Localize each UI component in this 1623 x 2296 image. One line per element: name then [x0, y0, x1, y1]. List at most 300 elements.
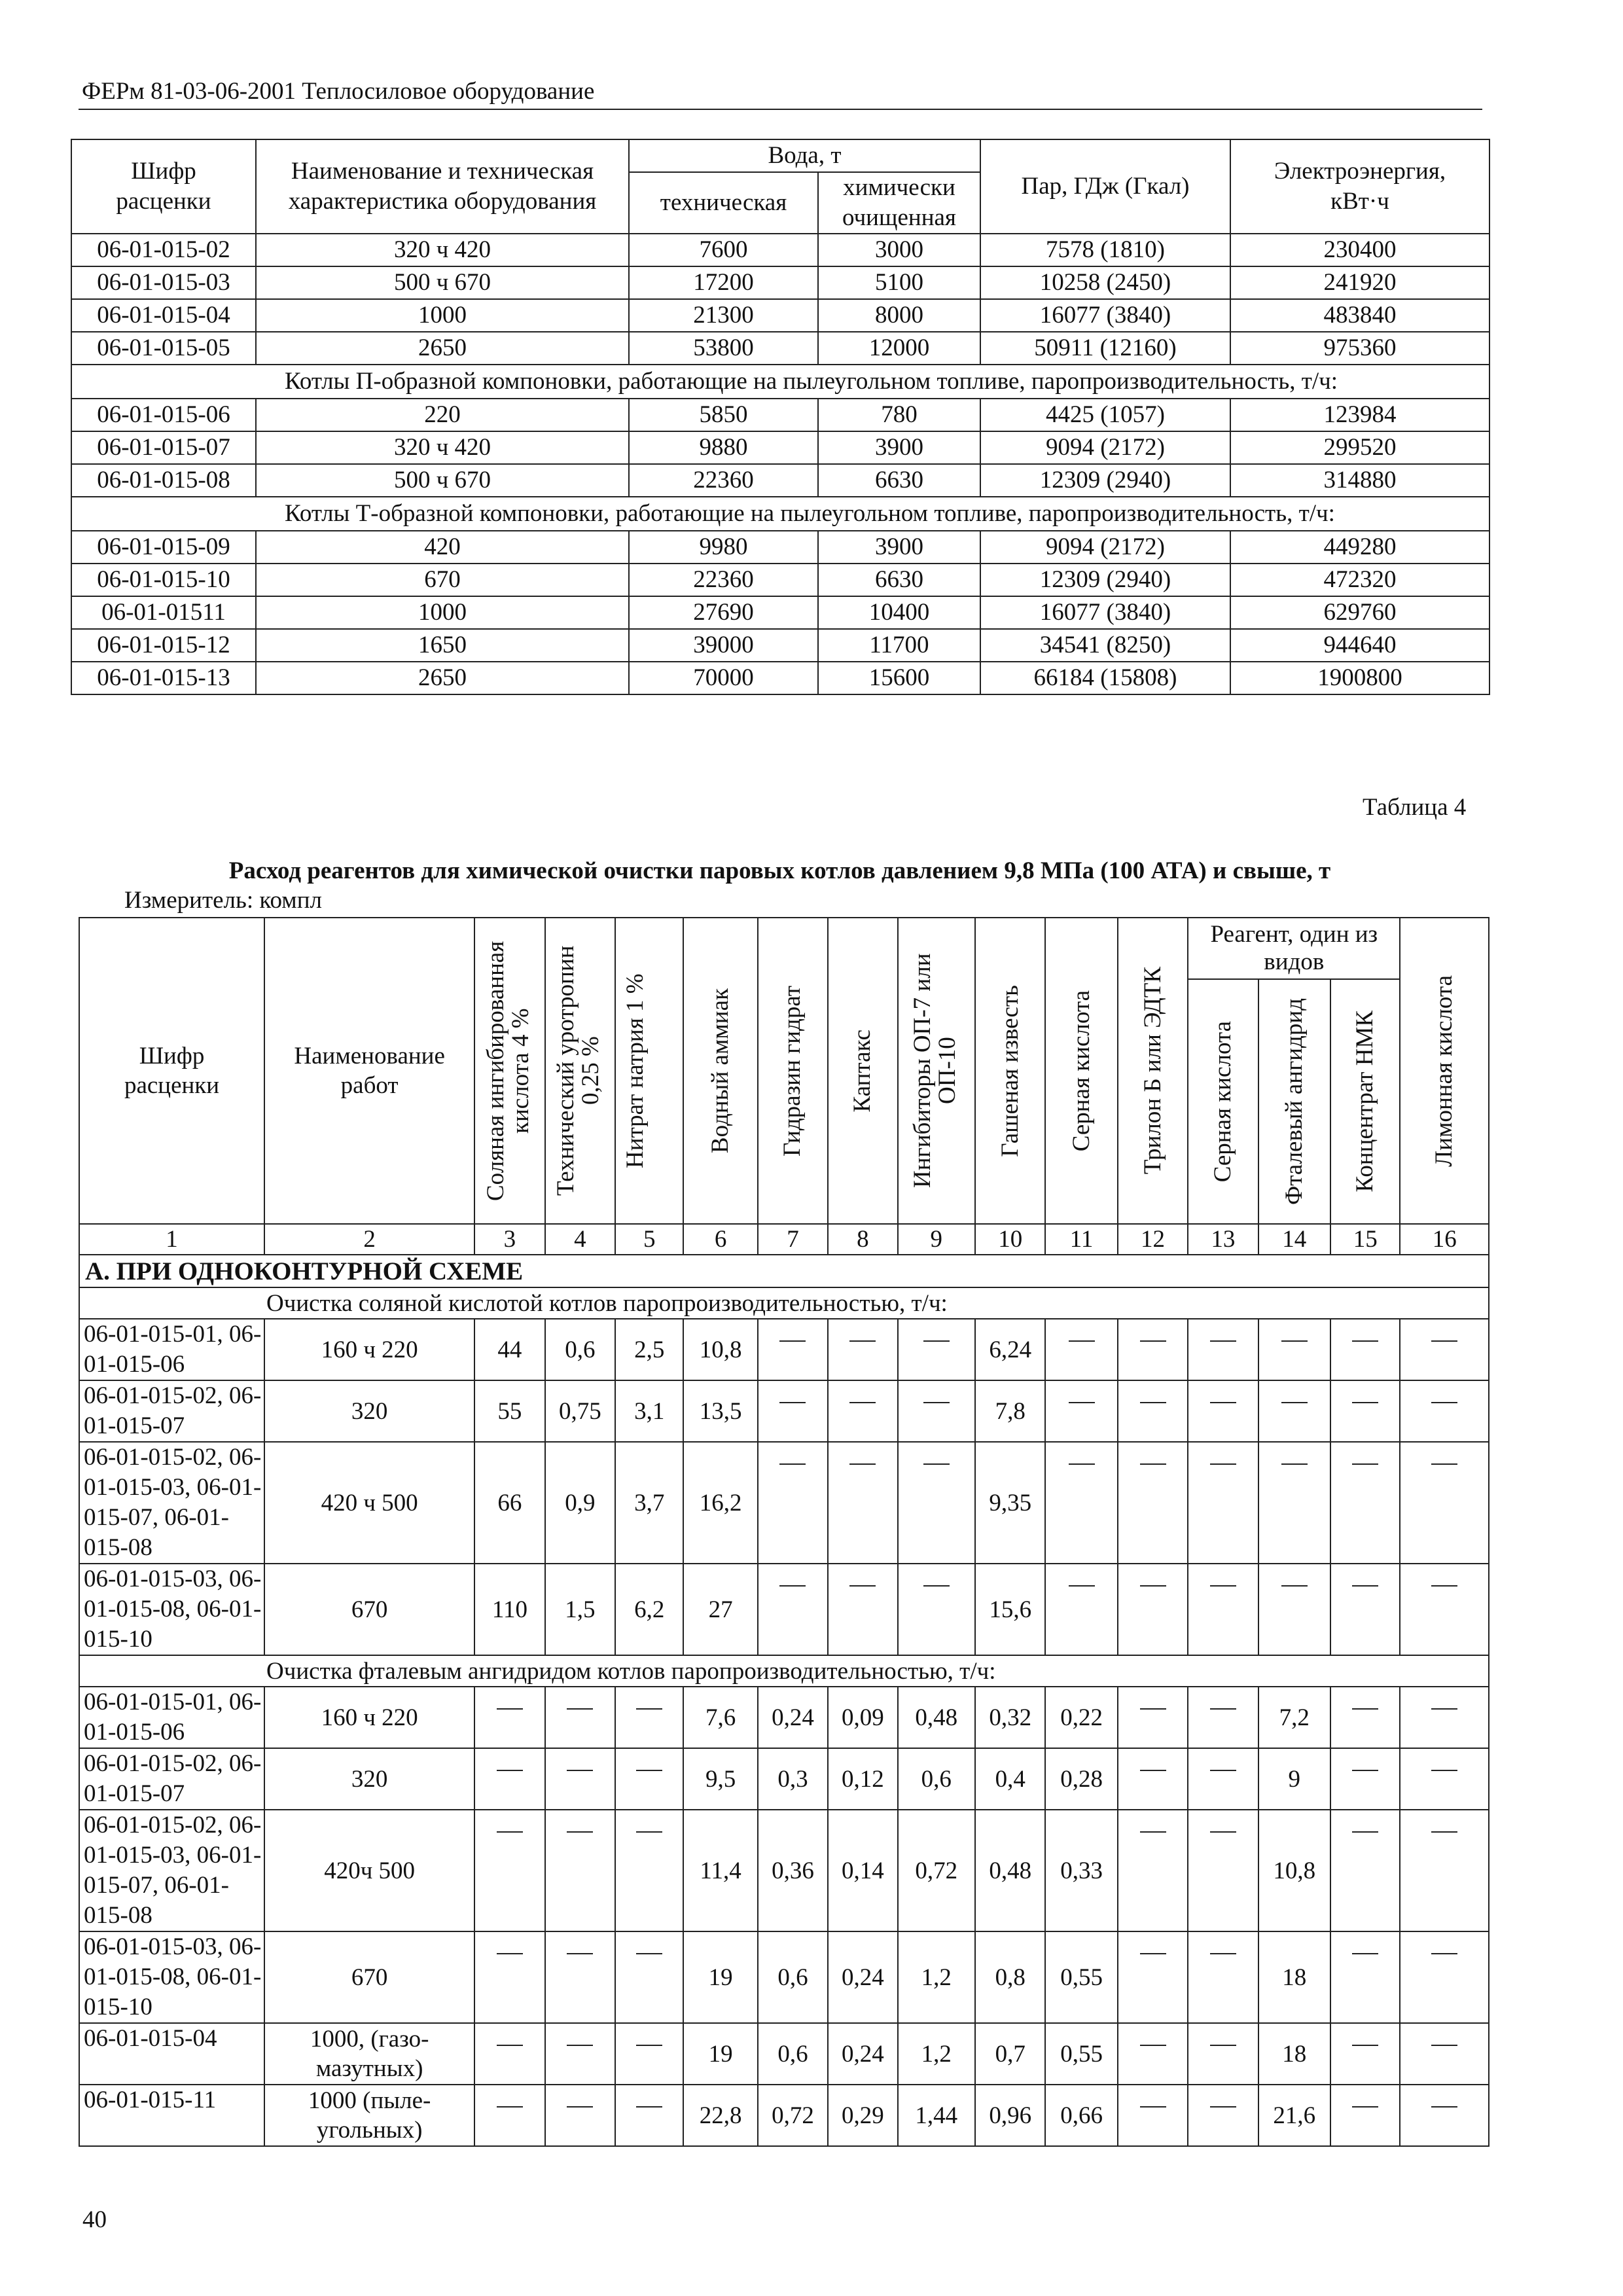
col-header-water-tech: техническая — [629, 172, 818, 234]
dash-mark — [1431, 1953, 1457, 1954]
col-header-power: Электроэнергия, кВт·ч — [1230, 139, 1489, 234]
dash-mark — [923, 1585, 950, 1587]
value-cell-c4 — [545, 1810, 615, 1931]
dash-mark — [779, 1585, 806, 1587]
value-cell-c11: 0,55 — [1045, 1931, 1117, 2023]
table-cell: 230400 — [1230, 234, 1489, 266]
value-cell-c3: 55 — [474, 1380, 544, 1442]
value-cell-c8: 0,12 — [828, 1748, 897, 1810]
dash-mark — [1352, 1463, 1378, 1465]
value-cell-c15 — [1330, 1564, 1400, 1655]
value-cell-c6: 9,5 — [683, 1748, 757, 1810]
table-cell: 3900 — [818, 431, 980, 464]
table-cell: 1000 — [256, 299, 629, 332]
table-cell: 5850 — [629, 399, 818, 431]
value-cell-c12 — [1118, 1380, 1188, 1442]
value-cell-c10: 0,48 — [975, 1810, 1045, 1931]
value-cell-c7: 0,6 — [758, 1931, 828, 2023]
table-cell: 06-01-015-08 — [71, 464, 256, 497]
table-cell: 53800 — [629, 332, 818, 365]
table-cell: 27690 — [629, 596, 818, 629]
subsection-hcl: Очистка соляной кислотой котлов паропроизводительностью, т/ч: — [79, 1287, 1489, 1319]
value-cell-c14 — [1258, 1380, 1330, 1442]
works-cell: 160 ч 220 — [264, 1687, 474, 1748]
works-cell: 1000 (пыле-угольных) — [264, 2085, 474, 2146]
dash-mark — [1352, 1708, 1378, 1710]
table-row — [71, 234, 1489, 266]
value-cell-c10: 15,6 — [975, 1564, 1045, 1655]
table-cell: 241920 — [1230, 266, 1489, 299]
value-cell-c3: 44 — [474, 1319, 544, 1380]
table1-group-p — [71, 399, 1489, 497]
value-cell-c8: 0,29 — [828, 2085, 897, 2146]
dash-mark — [1140, 1770, 1166, 1771]
dash-mark — [1281, 1340, 1308, 1342]
table-cell: 2650 — [256, 662, 629, 694]
table-cell: 22360 — [629, 564, 818, 596]
table-cell: 06-01-015-05 — [71, 332, 256, 365]
dash-mark — [923, 1463, 950, 1465]
column-number: 10 — [975, 1224, 1045, 1255]
value-cell-c9: 0,48 — [898, 1687, 975, 1748]
table-title: Расход реагентов для химической очистки паровых котлов давлением 9,8 МПа (100 АТА) и свыше, т — [228, 857, 1331, 884]
table-row — [79, 1931, 1489, 2023]
value-cell-c15 — [1330, 1380, 1400, 1442]
table-cell: 420 — [256, 531, 629, 564]
col-header-c16: Лимонная кислота — [1400, 918, 1489, 1224]
dash-mark — [1352, 2106, 1378, 2108]
value-cell-c4: 0,75 — [545, 1380, 615, 1442]
value-cell-c12 — [1118, 2085, 1188, 2146]
value-cell-c10: 9,35 — [975, 1442, 1045, 1564]
value-cell-c15 — [1330, 2085, 1400, 2146]
value-cell-c16 — [1400, 1748, 1489, 1810]
dash-mark — [1431, 2045, 1457, 2046]
dash-mark — [567, 1831, 593, 1833]
value-cell-c13 — [1188, 2023, 1258, 2085]
value-cell-c6: 19 — [683, 2023, 757, 2085]
table-cell: 780 — [818, 399, 980, 431]
table-row — [71, 662, 1489, 694]
value-cell-c7 — [758, 1564, 828, 1655]
value-cell-c15 — [1330, 2023, 1400, 2085]
col-header-c5: Нитрат натрия 1 % — [615, 918, 683, 1224]
value-cell-c14: 10,8 — [1258, 1810, 1330, 1931]
value-cell-c7 — [758, 1442, 828, 1564]
value-cell-c3: 110 — [474, 1564, 544, 1655]
dash-mark — [497, 1708, 523, 1710]
table-cell: 320 ч 420 — [256, 234, 629, 266]
table1-section-t: Котлы Т-образной компоновки, работающие на пылеугольном топливе, паропроизводительность, т/ч: — [71, 497, 1489, 531]
col-header-reagent-group: Реагент, один из видов — [1188, 918, 1400, 979]
dash-mark — [1140, 1585, 1166, 1587]
column-number: 13 — [1188, 1224, 1258, 1255]
page-number: 40 — [82, 2206, 107, 2233]
running-header: ФЕРм 81-03-06-2001 Теплосиловое оборудование — [82, 78, 595, 105]
column-number: 1 — [79, 1224, 264, 1255]
dash-mark — [779, 1340, 806, 1342]
subsection-phthalic: Очистка фталевым ангидридом котлов паропроизводительностью, т/ч: — [79, 1655, 1489, 1687]
value-cell-c5 — [615, 2023, 683, 2085]
table-row — [71, 299, 1489, 332]
value-cell-c3 — [474, 1810, 544, 1931]
value-cell-c10: 7,8 — [975, 1380, 1045, 1442]
hcl-cleaning-rows — [79, 1319, 1489, 1655]
value-cell-c9: 1,44 — [898, 2085, 975, 2146]
value-cell-c16 — [1400, 1810, 1489, 1931]
col-header-c15: Концентрат НМК — [1330, 979, 1400, 1224]
table-cell: 3000 — [818, 234, 980, 266]
value-cell-c11 — [1045, 1442, 1117, 1564]
code-cell: 06-01-015-02, 06-01-015-03, 06-01-015-07, 06-01-015-08 — [79, 1810, 264, 1931]
value-cell-c10: 0,7 — [975, 2023, 1045, 2085]
dash-mark — [849, 1463, 876, 1465]
value-cell-c8 — [828, 1319, 897, 1380]
dash-mark — [1140, 2106, 1166, 2108]
dash-mark — [1140, 1831, 1166, 1833]
value-cell-c13 — [1188, 1442, 1258, 1564]
dash-mark — [1140, 1340, 1166, 1342]
code-cell: 06-01-015-02, 06-01-015-07 — [79, 1380, 264, 1442]
table-cell: 06-01-015-03 — [71, 266, 256, 299]
value-cell-c14 — [1258, 1564, 1330, 1655]
table-cell: 320 ч 420 — [256, 431, 629, 464]
value-cell-c9 — [898, 1442, 975, 1564]
col-header-c14: Фталевый ангидрид — [1258, 979, 1330, 1224]
value-cell-c9 — [898, 1319, 975, 1380]
code-cell: 06-01-015-02, 06-01-015-03, 06-01-015-07, 06-01-015-08 — [79, 1442, 264, 1564]
table-cell: 2650 — [256, 332, 629, 365]
value-cell-c10: 0,32 — [975, 1687, 1045, 1748]
value-cell-c3 — [474, 2023, 544, 2085]
value-cell-c16 — [1400, 2085, 1489, 2146]
dash-mark — [1210, 1463, 1236, 1465]
code-cell: 06-01-015-01, 06-01-015-06 — [79, 1687, 264, 1748]
table-cell: 15600 — [818, 662, 980, 694]
value-cell-c6: 27 — [683, 1564, 757, 1655]
dash-mark — [636, 1953, 662, 1954]
value-cell-c13 — [1188, 1687, 1258, 1748]
value-cell-c9: 0,72 — [898, 1810, 975, 1931]
value-cell-c4: 1,5 — [545, 1564, 615, 1655]
dash-mark — [1281, 1402, 1308, 1403]
value-cell-c8 — [828, 1442, 897, 1564]
col-header-c12: Трилон Б или ЭДТК — [1118, 918, 1188, 1224]
works-cell: 1000, (газо-мазутных) — [264, 2023, 474, 2085]
dash-mark — [1140, 2045, 1166, 2046]
dash-mark — [1140, 1463, 1166, 1465]
dash-mark — [567, 1708, 593, 1710]
dash-mark — [567, 2106, 593, 2108]
dash-mark — [1352, 2045, 1378, 2046]
dash-mark — [849, 1340, 876, 1342]
dash-mark — [849, 1402, 876, 1403]
value-cell-c15 — [1330, 1810, 1400, 1931]
value-cell-c9 — [898, 1380, 975, 1442]
code-cell: 06-01-015-03, 06-01-015-08, 06-01-015-10 — [79, 1564, 264, 1655]
value-cell-c13 — [1188, 2085, 1258, 2146]
table-cell: 06-01-015-09 — [71, 531, 256, 564]
table-cell: 944640 — [1230, 629, 1489, 662]
table-cell: 06-01-015-06 — [71, 399, 256, 431]
value-cell-c8: 0,24 — [828, 2023, 897, 2085]
table-cell: 3900 — [818, 531, 980, 564]
value-cell-c7: 0,6 — [758, 2023, 828, 2085]
dash-mark — [1352, 1770, 1378, 1771]
value-cell-c4: 0,9 — [545, 1442, 615, 1564]
table-row — [71, 464, 1489, 497]
code-cell: 06-01-015-03, 06-01-015-08, 06-01-015-10 — [79, 1931, 264, 2023]
dash-mark — [1210, 2045, 1236, 2046]
col-header-c3: Соляная ингибированная кислота 4 % — [474, 918, 544, 1224]
value-cell-c15 — [1330, 1687, 1400, 1748]
section-a-title: А. ПРИ ОДНОКОНТУРНОЙ СХЕМЕ — [79, 1255, 1489, 1287]
value-cell-c11 — [1045, 1319, 1117, 1380]
table-cell: 12000 — [818, 332, 980, 365]
dash-mark — [1210, 1585, 1236, 1587]
table1-group-a — [71, 234, 1489, 365]
table-cell: 6630 — [818, 464, 980, 497]
works-cell: 320 — [264, 1380, 474, 1442]
value-cell-c5 — [615, 2085, 683, 2146]
column-number: 11 — [1045, 1224, 1117, 1255]
table-cell: 12309 (2940) — [980, 564, 1230, 596]
dash-mark — [1431, 1770, 1457, 1771]
table-row — [79, 1380, 1489, 1442]
dash-mark — [636, 2106, 662, 2108]
value-cell-c13 — [1188, 1931, 1258, 2023]
table-cell: 16077 (3840) — [980, 596, 1230, 629]
dash-mark — [1069, 1402, 1095, 1403]
column-number: 4 — [545, 1224, 615, 1255]
dash-mark — [497, 2106, 523, 2108]
value-cell-c12 — [1118, 1931, 1188, 2023]
dash-mark — [1210, 1708, 1236, 1710]
works-cell: 670 — [264, 1931, 474, 2023]
dash-mark — [1431, 1463, 1457, 1465]
value-cell-c9 — [898, 1564, 975, 1655]
dash-mark — [636, 2045, 662, 2046]
dash-mark — [636, 1770, 662, 1771]
value-cell-c10: 6,24 — [975, 1319, 1045, 1380]
value-cell-c12 — [1118, 1687, 1188, 1748]
table-cell: 9880 — [629, 431, 818, 464]
dash-mark — [567, 1770, 593, 1771]
dash-mark — [1069, 1340, 1095, 1342]
value-cell-c15 — [1330, 1931, 1400, 2023]
equipment-resources-table — [71, 139, 1490, 695]
value-cell-c4 — [545, 1931, 615, 2023]
table-cell: 1000 — [256, 596, 629, 629]
value-cell-c3 — [474, 1931, 544, 2023]
col-header-c7: Гидразин гидрат — [758, 918, 828, 1224]
value-cell-c11: 0,22 — [1045, 1687, 1117, 1748]
value-cell-c10: 0,8 — [975, 1931, 1045, 2023]
dash-mark — [497, 1770, 523, 1771]
table-cell: 483840 — [1230, 299, 1489, 332]
value-cell-c10: 0,96 — [975, 2085, 1045, 2146]
value-cell-c8: 0,14 — [828, 1810, 897, 1931]
table-cell: 10400 — [818, 596, 980, 629]
value-cell-c14 — [1258, 1319, 1330, 1380]
value-cell-c12 — [1118, 2023, 1188, 2085]
value-cell-c16 — [1400, 1687, 1489, 1748]
value-cell-c5 — [615, 1810, 683, 1931]
reagents-table — [79, 917, 1489, 2147]
value-cell-c13 — [1188, 1748, 1258, 1810]
dash-mark — [1210, 1831, 1236, 1833]
value-cell-c14: 18 — [1258, 1931, 1330, 2023]
value-cell-c16 — [1400, 1380, 1489, 1442]
table-cell: 472320 — [1230, 564, 1489, 596]
value-cell-c5 — [615, 1931, 683, 2023]
value-cell-c5: 3,7 — [615, 1442, 683, 1564]
value-cell-c9: 0,6 — [898, 1748, 975, 1810]
col-header-steam: Пар, ГДж (Гкал) — [980, 139, 1230, 234]
value-cell-c5 — [615, 1687, 683, 1748]
col-header-c11: Серная кислота — [1045, 918, 1117, 1224]
dash-mark — [1352, 1585, 1378, 1587]
value-cell-c5: 2,5 — [615, 1319, 683, 1380]
table-row — [79, 1442, 1489, 1564]
column-number: 5 — [615, 1224, 683, 1255]
value-cell-c6: 22,8 — [683, 2085, 757, 2146]
table-row — [71, 332, 1489, 365]
value-cell-c12 — [1118, 1564, 1188, 1655]
value-cell-c14: 21,6 — [1258, 2085, 1330, 2146]
table-cell: 500 ч 670 — [256, 464, 629, 497]
column-number: 8 — [828, 1224, 897, 1255]
code-cell: 06-01-015-11 — [79, 2085, 264, 2146]
value-cell-c16 — [1400, 1319, 1489, 1380]
table-unit: Измеритель: компл — [124, 887, 322, 914]
value-cell-c7: 0,24 — [758, 1687, 828, 1748]
value-cell-c12 — [1118, 1442, 1188, 1564]
value-cell-c13 — [1188, 1810, 1258, 1931]
value-cell-c5: 3,1 — [615, 1380, 683, 1442]
value-cell-c11: 0,66 — [1045, 2085, 1117, 2146]
table-cell: 220 — [256, 399, 629, 431]
col-header-water: Вода, т — [629, 139, 980, 172]
table-cell: 22360 — [629, 464, 818, 497]
column-number: 7 — [758, 1224, 828, 1255]
column-numbers-row — [79, 1224, 1489, 1255]
works-cell: 160 ч 220 — [264, 1319, 474, 1380]
value-cell-c4: 0,6 — [545, 1319, 615, 1380]
phthalic-cleaning-rows — [79, 1687, 1489, 2146]
table-cell: 12309 (2940) — [980, 464, 1230, 497]
value-cell-c3: 66 — [474, 1442, 544, 1564]
value-cell-c11: 0,28 — [1045, 1748, 1117, 1810]
table-cell: 6630 — [818, 564, 980, 596]
table-cell: 70000 — [629, 662, 818, 694]
value-cell-c11 — [1045, 1380, 1117, 1442]
table-cell: 11700 — [818, 629, 980, 662]
dash-mark — [1069, 1585, 1095, 1587]
dash-mark — [1210, 1953, 1236, 1954]
table-cell: 16077 (3840) — [980, 299, 1230, 332]
dash-mark — [497, 1831, 523, 1833]
value-cell-c8: 0,24 — [828, 1931, 897, 2023]
value-cell-c14 — [1258, 1442, 1330, 1564]
value-cell-c14: 18 — [1258, 2023, 1330, 2085]
value-cell-c15 — [1330, 1319, 1400, 1380]
works-cell: 320 — [264, 1748, 474, 1810]
table-cell: 9094 (2172) — [980, 431, 1230, 464]
table-cell: 7600 — [629, 234, 818, 266]
value-cell-c12 — [1118, 1319, 1188, 1380]
value-cell-c16 — [1400, 2023, 1489, 2085]
value-cell-c5: 6,2 — [615, 1564, 683, 1655]
value-cell-c3 — [474, 2085, 544, 2146]
column-number: 3 — [474, 1224, 544, 1255]
table-cell: 21300 — [629, 299, 818, 332]
dash-mark — [779, 1402, 806, 1403]
dash-mark — [779, 1463, 806, 1465]
dash-mark — [1210, 1402, 1236, 1403]
value-cell-c12 — [1118, 1748, 1188, 1810]
table-cell: 975360 — [1230, 332, 1489, 365]
value-cell-c3 — [474, 1748, 544, 1810]
column-number: 2 — [264, 1224, 474, 1255]
dash-mark — [1431, 2106, 1457, 2108]
table-cell: 06-01-015-07 — [71, 431, 256, 464]
dash-mark — [497, 1953, 523, 1954]
table-cell: 06-01-015-04 — [71, 299, 256, 332]
table-cell: 34541 (8250) — [980, 629, 1230, 662]
table-cell: 06-01-015-10 — [71, 564, 256, 596]
dash-mark — [1352, 1831, 1378, 1833]
table-cell: 17200 — [629, 266, 818, 299]
value-cell-c7 — [758, 1380, 828, 1442]
code-cell: 06-01-015-02, 06-01-015-07 — [79, 1748, 264, 1810]
column-number: 12 — [1118, 1224, 1188, 1255]
table-row — [79, 1564, 1489, 1655]
dash-mark — [1431, 1340, 1457, 1342]
value-cell-c14: 9 — [1258, 1748, 1330, 1810]
value-cell-c7: 0,36 — [758, 1810, 828, 1931]
dash-mark — [636, 1831, 662, 1833]
value-cell-c4 — [545, 2085, 615, 2146]
col-header-works: Наименование работ — [264, 918, 474, 1224]
value-cell-c16 — [1400, 1931, 1489, 2023]
value-cell-c13 — [1188, 1380, 1258, 1442]
table-row — [79, 2085, 1489, 2146]
works-cell: 670 — [264, 1564, 474, 1655]
col-header-code: Шифр расценки — [71, 139, 256, 234]
table-row — [71, 431, 1489, 464]
value-cell-c13 — [1188, 1564, 1258, 1655]
table-cell: 06-01-015-13 — [71, 662, 256, 694]
value-cell-c12 — [1118, 1810, 1188, 1931]
value-cell-c9: 1,2 — [898, 1931, 975, 2023]
dash-mark — [1140, 1402, 1166, 1403]
col-header-c8: Каптакс — [828, 918, 897, 1224]
table-cell: 06-01-015-02 — [71, 234, 256, 266]
table-cell: 670 — [256, 564, 629, 596]
column-number: 9 — [898, 1224, 975, 1255]
dash-mark — [1431, 1708, 1457, 1710]
value-cell-c7: 0,72 — [758, 2085, 828, 2146]
value-cell-c10: 0,4 — [975, 1748, 1045, 1810]
table-cell: 500 ч 670 — [256, 266, 629, 299]
dash-mark — [1431, 1831, 1457, 1833]
dash-mark — [1352, 1953, 1378, 1954]
table-row — [71, 564, 1489, 596]
table-cell: 1900800 — [1230, 662, 1489, 694]
works-cell: 420 ч 500 — [264, 1442, 474, 1564]
value-cell-c6: 11,4 — [683, 1810, 757, 1931]
